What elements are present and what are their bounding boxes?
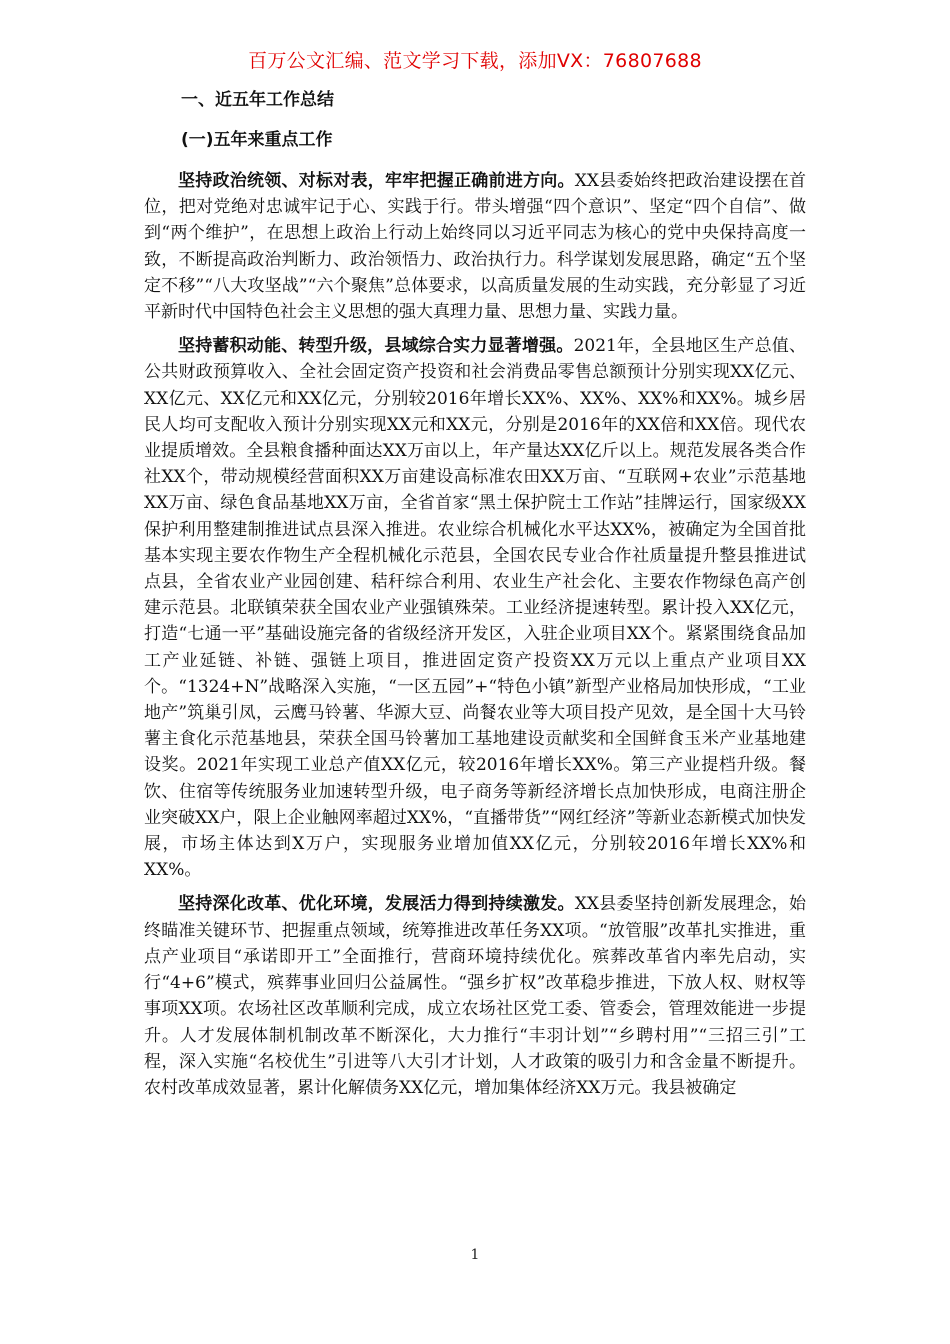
header-banner: 百万公文汇编、范文学习下载，添加VX：76807688 [248, 50, 702, 72]
paragraph-lead: 坚持蓄积动能、转型升级，县域综合实力显著增强。 [178, 336, 574, 357]
paragraph-political [144, 168, 806, 325]
page-number: 1 [470, 1247, 480, 1263]
paragraph-lead: 坚持深化改革、优化环境，发展活力得到持续激发。 [178, 894, 575, 915]
paragraph-reform [144, 891, 806, 1101]
paragraph-economy [144, 333, 806, 883]
section-heading: 一、近五年工作总结 [181, 90, 334, 110]
document-body [144, 86, 806, 1101]
paragraph-body: XX县委始终把政治建设摆在首位，把对党绝对忠诚牢记于心、实践于行。带头增强“四个意识”、坚定“四个自信”、做到“两个维护”，在思想上政治上行动上始终同以习近平同志为核心的党中央保持高度一致，不断提高政治判断力、政治领悟力、政治执行力。科学谋划发展思路，确定“五个坚定不移”“八大攻坚战”“六个聚焦”总体要求，以高质量发展的生动实践，充分彰显了习近平新时代中国特色社会主义思想的强大真理力量、思想力量、实践力量。 [144, 171, 806, 323]
paragraph-body: 2021年，全县地区生产总值、公共财政预算收入、全社会固定资产投资和社会消费品零售总额预计分别实现XX亿元、XX亿元、XX亿元和XX亿元，分别较2016年增长XX%、XX%、XX%和XX%。城乡居民人均可支配收入预计分别实现XX元和XX元，分别是2016年的XX倍和XX倍。现代农业提质增效。全县粮食播种面达XX万亩以上，年产量达XX亿斤以上。规范发展各类合作社XX个，带动规模经营面积XX万亩建设高标准农田XX万亩、“互联网+农业”示范基地XX万亩、绿色食品基地XX万亩，全省首家“黑土保护院士工作站”挂牌运行，国家级XX保护利用整建制推进试点县深入推进。农业综合机械化水平达XX%，被确定为全国首批基本实现主要农作物生产全程机械化示范县，全国农民专业合作社质量提升整县推进试点县，全省农业产业园创建、秸秆综合利用、农业生产社会化、主要农作物绿色高产创建示范县。北联镇荣获全国农业产业强镇殊荣。工业经济提速转型。累计投入XX亿元，打造“七通一平”基础设施完备的省级经济开发区，入驻企业项目XX个。紧紧围绕食品加工产业延链、补链、强链上项目，推进固定资产投资XX万元以上重点产业项目XX个。“1324+N”战略深入实施，“一区五园”+“特色小镇”新型产业格局加快形成，“工业地产”筑巢引凤，云鹰马铃薯、华源大豆、尚餐农业等大项目投产见效，是全国十大马铃薯主食化示范基地县，荣获全国马铃薯加工基地建设贡献奖和全国鲜食玉米产业基地建设奖。2021年实现工业总产值XX亿元，较2016年增长XX%。第三产业提档升级。餐饮、住宿等传统服务业加速转型升级，电子商务等新经济增长点加快形成，电商注册企业突破XX户，限上企业触网率超过XX%，“直播带货”“网红经济”等新业态新模式加快发展，市场主体达到X万户，实现服务业增加值XX亿元，分别较2016年增长XX%和XX%。 [144, 336, 807, 881]
paragraph-lead: 坚持政治统领、对标对表，牢牢把握正确前进方向。 [178, 171, 575, 191]
subsection-heading: (一)五年来重点工作 [181, 130, 333, 150]
paragraph-body: XX县委坚持创新发展理念，始终瞄准关键环节、把握重点领域，统筹推进改革任务XX项。“放管服”改革扎实推进，重点产业项目“承诺即开工”全面推行，营商环境持续优化。殡葬改革省内率先启动，实行“4+6”模式，殡葬事业回归公益属性。“强乡扩权”改革稳步推进，下放人权、财权等事项XX项。农场社区改革顺利完成，成立农场社区党工委、管委会，管理效能进一步提升。人才发展体制机制改革不断深化，大力推行“丰羽计划”“乡聘村用”“三招三引”工程，深入实施“名校优生”引进等八大引才计划，人才政策的吸引力和含金量不断提升。农村改革成效显著，累计化解债务XX亿元，增加集体经济XX万元。我县被确定 [144, 894, 806, 1098]
